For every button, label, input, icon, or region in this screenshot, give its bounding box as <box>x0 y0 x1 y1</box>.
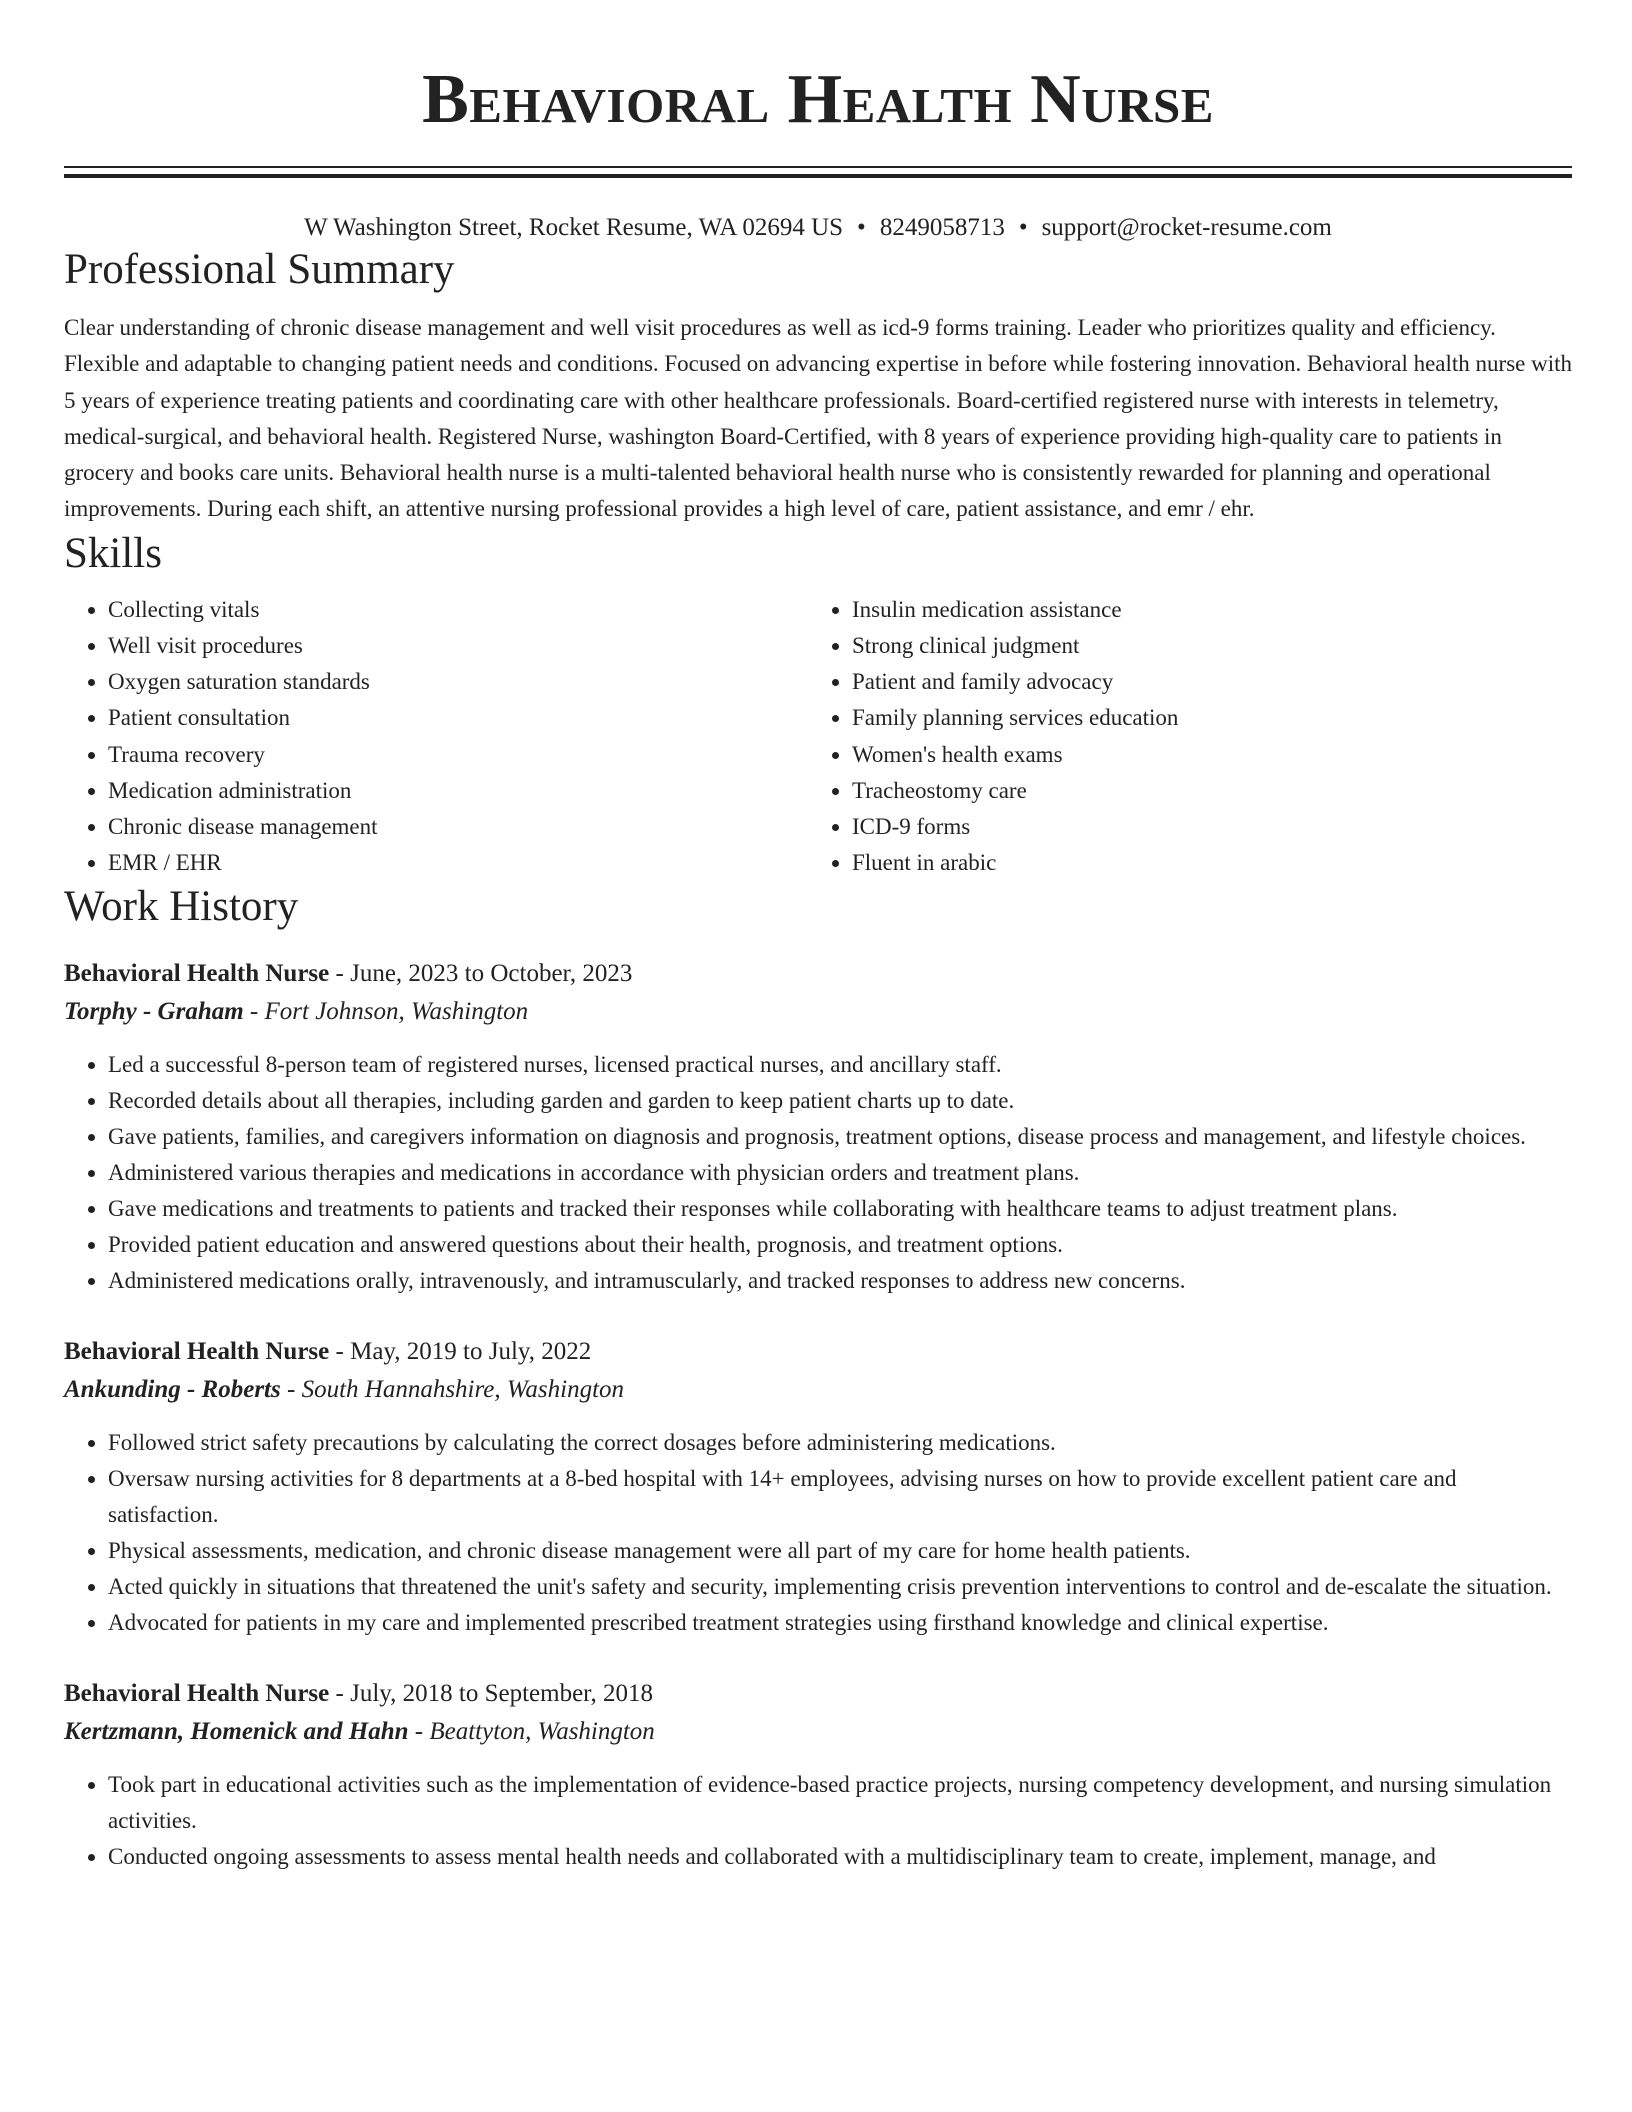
skill-item: • Well visit procedures <box>108 628 808 664</box>
job-company-line: Kertzmann, Homenick and Hahn - Beattyton, Washington <box>64 1718 655 1746</box>
job-entry <box>64 1675 1572 1875</box>
contact-separator: • <box>857 214 866 241</box>
job-bullet: • Took part in educational activities such as the implementation of evidence-based practice projects, nursing competency development, and nursing simulation activities. <box>108 1767 1572 1839</box>
job-location: Fort Johnson, Washington <box>264 998 529 1026</box>
skill-item: • ICD-9 forms <box>852 809 1552 845</box>
job-bullet: • Gave medications and treatments to patients and tracked their responses while collaborating with healthcare teams to adjust treatment plans. <box>108 1191 1572 1227</box>
job-role: Behavioral Health Nurse <box>64 960 330 988</box>
skill-item: • Insulin medication assistance <box>852 592 1552 628</box>
job-bullet: • Gave patients, families, and caregivers information on diagnosis and prognosis, treatment options, disease process and management, and lifestyle choices. <box>108 1119 1572 1155</box>
skills-column-right <box>808 592 1552 882</box>
job-bullet: • Conducted ongoing assessments to assess mental health needs and collaborated with a multidisciplinary team to create, implement, manage, and <box>108 1839 1572 1875</box>
job-bullets <box>64 1767 1572 1875</box>
contact-line <box>64 212 1572 244</box>
job-entry <box>64 1333 1572 1641</box>
job-bullets <box>64 1425 1572 1641</box>
job-role: Behavioral Health Nurse <box>64 1680 330 1708</box>
skills-heading: Skills <box>64 529 162 577</box>
skill-item: • Fluent in arabic <box>852 845 1552 881</box>
job-dates: July, 2018 to September, 2018 <box>350 1680 653 1708</box>
header-rule-thin <box>64 166 1572 168</box>
job-company: Torphy - Graham <box>64 998 244 1026</box>
contact-address: W Washington Street, Rocket Resume, WA 02694 US <box>304 214 844 241</box>
skills-list <box>64 592 1572 882</box>
skill-item: • Collecting vitals <box>108 592 808 628</box>
job-role: Behavioral Health Nurse <box>64 1338 330 1366</box>
job-title-line: Behavioral Health Nurse - May, 2019 to July, 2022 <box>64 1338 592 1366</box>
job-company: Kertzmann, Homenick and Hahn <box>64 1718 409 1746</box>
contact-separator: • <box>1018 214 1028 241</box>
job-bullets <box>64 1047 1572 1299</box>
resume-name: Behavioral Health Nurse <box>422 61 1214 138</box>
job-bullet: • Administered medications orally, intravenously, and intramuscularly, and tracked responses to address new concerns. <box>108 1263 1572 1299</box>
skill-item: • Strong clinical judgment <box>852 628 1552 664</box>
skill-item: • Medication administration <box>108 773 808 809</box>
contact-email: support@rocket-resume.com <box>1041 214 1332 241</box>
job-location: South Hannahshire, Washington <box>301 1376 625 1404</box>
job-company-line: Ankunding - Roberts - South Hannahshire, Washington <box>64 1376 625 1404</box>
skill-item: • Patient consultation <box>108 700 808 736</box>
job-title-line: Behavioral Health Nurse - June, 2023 to October, 2023 <box>64 960 633 988</box>
skill-item: • Family planning services education <box>852 700 1552 736</box>
job-bullet: • Physical assessments, medication, and chronic disease management were all part of my care for home health patients. <box>108 1533 1572 1569</box>
skill-item: • Tracheostomy care <box>852 773 1552 809</box>
job-title-line: Behavioral Health Nurse - July, 2018 to September, 2018 <box>64 1680 653 1708</box>
work-history-heading: Work History <box>64 883 299 931</box>
skill-item: • Chronic disease management <box>108 809 808 845</box>
job-bullet: • Led a successful 8-person team of registered nurses, licensed practical nurses, and ancillary staff. <box>108 1047 1572 1083</box>
job-entry <box>64 955 1572 1299</box>
job-dates: May, 2019 to July, 2022 <box>350 1338 592 1366</box>
skill-item: • Oxygen saturation standards <box>108 664 808 700</box>
skill-item: • Trauma recovery <box>108 737 808 773</box>
skills-column-left <box>64 592 808 882</box>
job-bullet: • Recorded details about all therapies, including garden and garden to keep patient charts up to date. <box>108 1083 1572 1119</box>
job-company-line: Torphy - Graham - Fort Johnson, Washington <box>64 998 529 1026</box>
job-bullet: • Acted quickly in situations that threatened the unit's safety and security, implementing crisis prevention interventions to control and de-escalate the situation. <box>108 1569 1572 1605</box>
summary-text: Clear understanding of chronic disease management and well visit procedures as well as icd-9 forms training. Leader who prioritizes quality and efficiency. Flexible and adaptable to changing patient needs and conditions. Focused on advancing expertise in before while fostering innovation. Behavioral health nurse with 5 years of experience treating patients and coordinating care with other healthcare professionals. Board-certified registered nurse with interests in telemetry, medical-surgical, and behavioral health. Registered Nurse, washington Board-Certified, with 8 years of experience providing high-quality care to patients in grocery and books care units. Behavioral health nurse is a multi-talented behavioral health nurse who is consistently rewarded for planning and operational improvements. During each shift, an attentive nursing professional provides a high level of care, patient assistance, and emr / ehr. <box>64 315 1573 522</box>
skill-item: • Women's health exams <box>852 737 1552 773</box>
job-location: Beattyton, Washington <box>429 1718 655 1746</box>
skill-item: • Patient and family advocacy <box>852 664 1552 700</box>
job-bullet: • Provided patient education and answered questions about their health, prognosis, and treatment options. <box>108 1227 1572 1263</box>
summary-heading: Professional Summary <box>64 246 455 293</box>
job-company: Ankunding - Roberts <box>64 1376 281 1404</box>
skill-item: • EMR / EHR <box>108 845 808 881</box>
job-bullet: • Administered various therapies and medications in accordance with physician orders and treatment plans. <box>108 1155 1572 1191</box>
job-bullet: • Followed strict safety precautions by calculating the correct dosages before administering medications. <box>108 1425 1572 1461</box>
contact-phone: 8249058713 <box>879 214 1005 241</box>
job-bullet: • Oversaw nursing activities for 8 departments at a 8-bed hospital with 14+ employees, advising nurses on how to provide excellent patient care and satisfaction. <box>108 1461 1572 1533</box>
header-rule-thick <box>64 174 1572 178</box>
job-dates: June, 2023 to October, 2023 <box>350 960 633 988</box>
resume-page <box>64 0 1572 1875</box>
job-bullet: • Advocated for patients in my care and implemented prescribed treatment strategies using firsthand knowledge and clinical expertise. <box>108 1605 1572 1641</box>
